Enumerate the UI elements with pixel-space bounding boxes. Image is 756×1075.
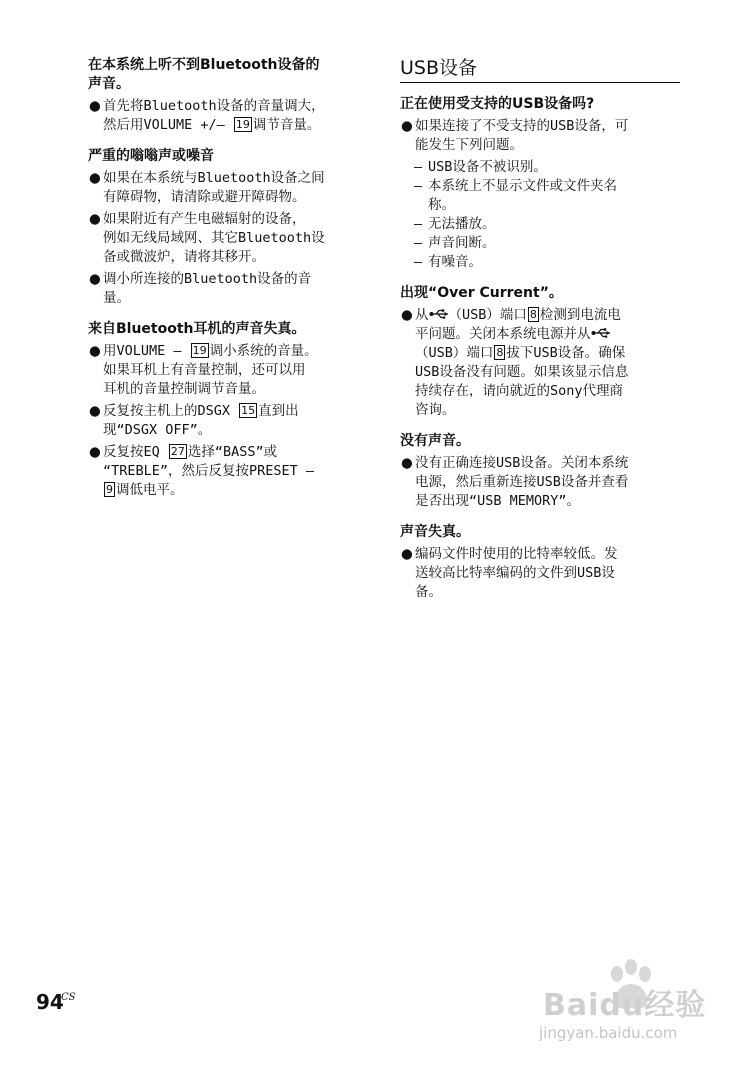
watermark xyxy=(533,958,733,1068)
dash-list-item xyxy=(400,158,680,177)
text-line: 持续存在，请向就近的Sony代理商 xyxy=(415,383,624,399)
control-number-badge: 9 xyxy=(106,483,113,496)
dash: – xyxy=(414,235,423,251)
section-no-sound xyxy=(400,432,680,511)
section-title-line: 声音。 xyxy=(88,76,130,92)
section-sound-distortion xyxy=(400,523,680,602)
usb-icon xyxy=(429,308,449,320)
text-line: 送较高比特率编码的文件到USB设 xyxy=(415,565,615,581)
control-number-badge: 27 xyxy=(170,445,185,458)
section-hum-noise xyxy=(88,147,370,308)
bullet: ● xyxy=(89,271,101,287)
section-title xyxy=(88,56,370,94)
section-headphone-distortion xyxy=(88,320,370,500)
text-line: 咨询。 xyxy=(415,402,456,418)
dash: – xyxy=(414,216,423,232)
text-line: 编码文件时使用的比特率较低。发 xyxy=(415,546,618,562)
section-title: 没有声音。 xyxy=(400,433,470,449)
page-title: USB设备 xyxy=(400,56,680,83)
text-line: 反复按EQ xyxy=(103,444,168,460)
text-line: 声音间断。 xyxy=(428,235,496,251)
text-line: 反复按主机上的DSGX xyxy=(103,403,239,419)
list-item xyxy=(88,97,370,135)
right-column xyxy=(400,56,680,614)
text-line: （USB）端口 xyxy=(448,307,527,323)
bullet: ● xyxy=(89,98,101,114)
text-line: 调低电平。 xyxy=(116,482,184,498)
bullet: ● xyxy=(89,211,101,227)
text-line: 备。 xyxy=(415,584,442,600)
left-column xyxy=(88,56,370,512)
control-number-badge: 8 xyxy=(496,346,504,359)
control-number-badge: 19 xyxy=(235,118,250,131)
bullet: ● xyxy=(89,403,101,419)
list-item xyxy=(88,169,370,207)
bullet: ● xyxy=(89,343,101,359)
text-line: 能发生下列问题。 xyxy=(415,137,523,153)
section-title: 出现“Over Current”。 xyxy=(400,285,563,301)
text-line: 耳机的音量控制调节音量。 xyxy=(103,381,265,397)
text-line: USB设备不被识别。 xyxy=(428,159,547,175)
watermark-url: jingyan.baidu.com xyxy=(539,1024,678,1042)
page-number: 94 xyxy=(36,990,64,1014)
text-line: 如果在本系统与Bluetooth设备之间 xyxy=(103,170,325,186)
text-line: 电源，然后重新连接USB设备并查看 xyxy=(415,474,629,490)
dash-list-item xyxy=(400,234,680,253)
section-title: 来自Bluetooth耳机的声音失真。 xyxy=(88,321,306,337)
text-line: 拔下USB设备。确保 xyxy=(506,345,626,361)
control-number-badge: 8 xyxy=(529,308,537,321)
control-number-badge: 15 xyxy=(241,404,256,417)
list-item xyxy=(88,342,370,399)
text-line: 如果耳机上有音量控制，还可以用 xyxy=(103,362,306,378)
text-line: 没有正确连接USB设备。关闭本系统 xyxy=(415,455,629,471)
text-line: 无法播放。 xyxy=(428,216,496,232)
text-line: 平问题。关闭本系统电源并从 xyxy=(415,326,591,342)
dash: – xyxy=(414,254,423,270)
text-line: 量。 xyxy=(103,290,130,306)
text-line: 从 xyxy=(415,307,429,323)
list-item xyxy=(88,210,370,267)
dash-list-item xyxy=(400,215,680,234)
text-line: 例如无线局域网、其它Bluetooth设 xyxy=(103,230,325,246)
section-title: 声音失真。 xyxy=(400,524,470,540)
page-number-suffix: CS xyxy=(61,992,76,1003)
text-line: 用VOLUME – xyxy=(103,343,190,359)
bullet: ● xyxy=(401,307,413,323)
bullet: ● xyxy=(89,444,101,460)
control-number-badge: 19 xyxy=(192,344,207,357)
text-line: （USB）端口 xyxy=(415,345,494,361)
usb-icon xyxy=(591,327,611,339)
watermark-brand: Baidu经验 xyxy=(543,988,707,1023)
section-title: 正在使用受支持的USB设备吗? xyxy=(400,96,595,112)
text-line: “TREBLE”，然后反复按PRESET – xyxy=(103,463,315,479)
text-line: USB设备没有问题。如果该显示信息 xyxy=(415,364,629,380)
list-item xyxy=(88,270,370,308)
bullet: ● xyxy=(401,455,413,471)
bullet: ● xyxy=(401,546,413,562)
text-line: 调小系统的音量。 xyxy=(209,343,318,359)
dash: – xyxy=(414,159,423,175)
text-line: 如果附近有产生电磁辐射的设备， xyxy=(103,211,306,227)
text-line: 本系统上不显示文件或文件夹名 xyxy=(428,178,617,194)
text-line: 备或微波炉，请将其移开。 xyxy=(103,249,265,265)
section-over-current xyxy=(400,284,680,420)
dash: – xyxy=(414,178,423,194)
dash-list-item xyxy=(400,253,680,272)
list-item xyxy=(88,443,370,500)
text-line: 称。 xyxy=(428,197,455,213)
text-line: 调节音量。 xyxy=(252,117,321,133)
list-item xyxy=(400,545,680,602)
text-line: 有障碍物，请清除或避开障碍物。 xyxy=(103,189,306,205)
text-line: 直到出 xyxy=(258,403,299,419)
list-item xyxy=(400,454,680,511)
list-item xyxy=(400,306,680,420)
list-item xyxy=(400,117,680,155)
text-line: 如果连接了不受支持的USB设备，可 xyxy=(415,118,629,134)
section-no-bluetooth-sound xyxy=(88,56,370,135)
text-line: 有噪音。 xyxy=(428,254,482,270)
bullet: ● xyxy=(401,118,413,134)
text-line: 检测到电流电 xyxy=(539,307,621,323)
text-line: 选择“BASS”或 xyxy=(187,444,278,460)
dash-list-item xyxy=(400,177,680,215)
text-line: 现“DSGX OFF”。 xyxy=(103,422,212,438)
section-supported-usb xyxy=(400,95,680,272)
section-title: 严重的嗡嗡声或噪音 xyxy=(88,148,214,164)
text-line: 然后用VOLUME +/– xyxy=(103,117,233,133)
text-line: 是否出现“USB MEMORY”。 xyxy=(415,493,581,509)
section-title-line: 在本系统上听不到Bluetooth设备的 xyxy=(88,57,320,73)
list-item xyxy=(88,402,370,440)
bullet: ● xyxy=(89,170,101,186)
text-line: 首先将Bluetooth设备的音量调大， xyxy=(103,98,325,114)
text-line: 调小所连接的Bluetooth设备的音 xyxy=(103,271,312,287)
